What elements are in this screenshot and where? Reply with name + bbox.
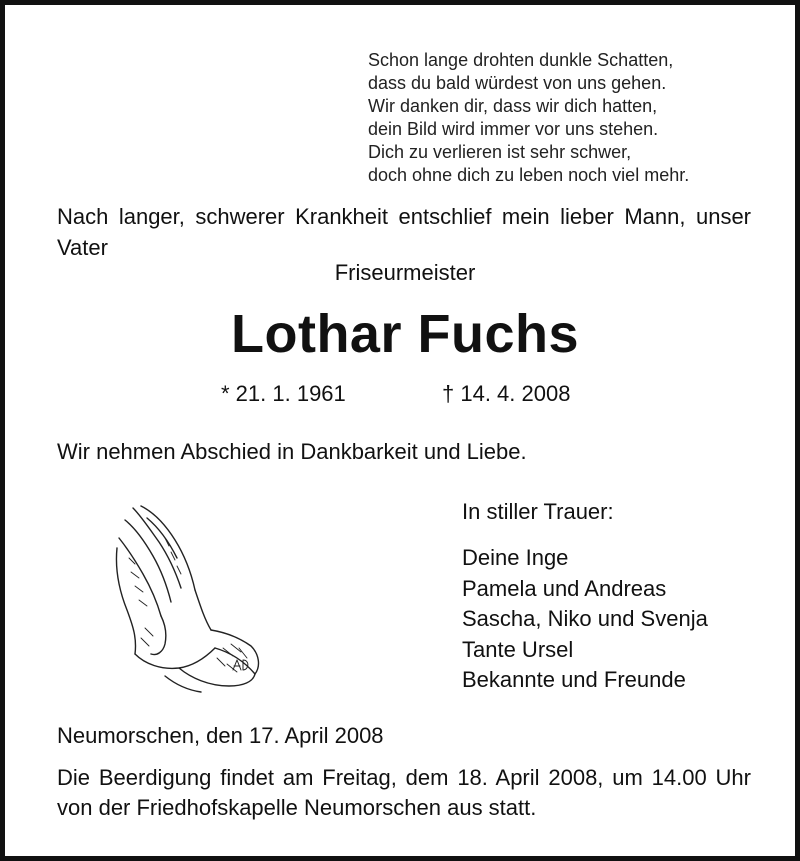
poem-line: Dich zu verlieren ist sehr schwer, [368, 142, 632, 162]
place-and-date: Neumorschen, den 17. April 2008 [57, 723, 384, 748]
mourner-name: Pamela und Andreas [462, 575, 667, 601]
mourner-name: Bekannte und Freunde [462, 667, 686, 692]
poem-line: dein Bild wird immer vor uns stehen. [368, 119, 659, 139]
mourner-name: Sascha, Niko und Svenja [462, 606, 708, 631]
praying-hands-icon [105, 498, 270, 698]
poem-line: doch ohne dich zu leben noch viel mehr. [368, 165, 690, 185]
poem-line: Schon lange drohten dunkle Schatten, [368, 50, 674, 70]
mourner-name: Tante Ursel [462, 636, 574, 662]
poem-line: dass du bald würdest von uns gehen. [368, 73, 667, 93]
poem [368, 49, 689, 187]
mourning-heading: In stiller Trauer: [462, 499, 614, 524]
death-date: † 14. 4. 2008 [442, 381, 571, 406]
occupation: Friseurmeister [334, 260, 476, 285]
poem-line: Wir danken dir, dass wir dich hatten, [368, 96, 658, 116]
intro-text: Nach langer, schwerer Krankheit entschlief mein lieber Mann, unser Vater [57, 204, 751, 260]
mourner-list [462, 543, 708, 696]
deceased-name: Lothar Fuchs [230, 304, 579, 364]
birth-date: * 21. 1. 1961 [221, 381, 346, 406]
farewell-text: Wir nehmen Abschied in Dankbarkeit und Liebe. [57, 439, 527, 464]
mourner-name: Deine Inge [462, 545, 569, 570]
funeral-info: Die Beerdigung findet am Freitag, dem 18. April 2008, um 14.00 Uhr von der Friedhofskapelle Neumorschen aus statt. [57, 765, 751, 820]
